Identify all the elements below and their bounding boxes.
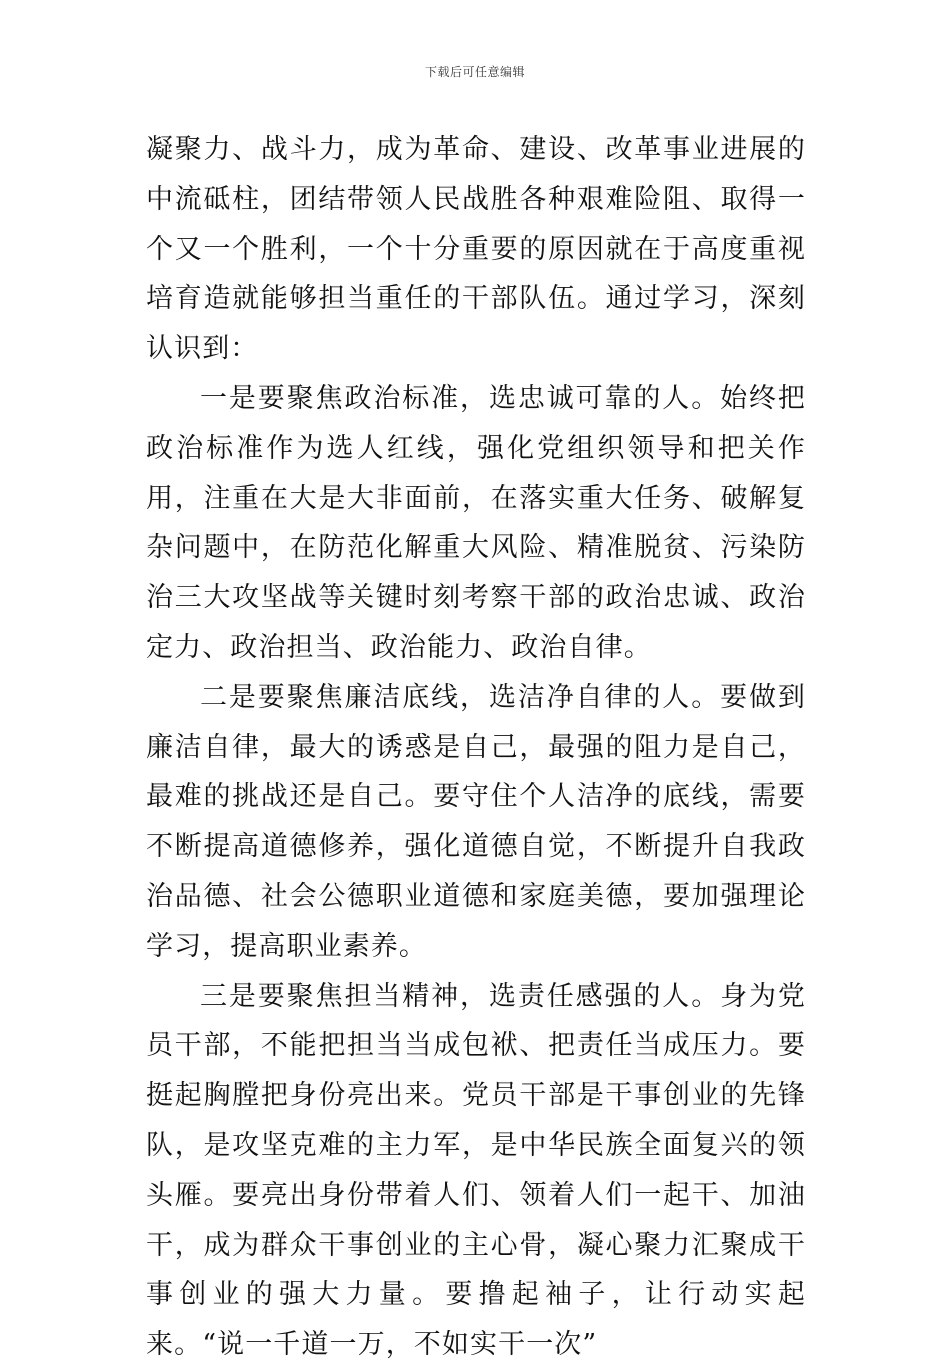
paragraph-intro: 凝聚力、战斗力，成为革命、建设、改革事业进展的中流砥柱，团结带领人民战胜各种艰难险阻、取得一个又一个胜利，一个十分重要的原因就在于高度重视培育造就能够担当重任的干部队伍。通过学习，深刻认识到： (146, 134, 806, 365)
paragraph-point-two: 二是要聚焦廉洁底线，选洁净自律的人。要做到廉洁自律，最大的诱惑是自己，最强的阻力是自己，最难的挑战还是自己。要守住个人洁净的底线，需要不断提高道德修养，强化道德自觉，不断提升自我政治品德、社会公德职业道德和家庭美德，要加强理论学习，提高职业素养。 (146, 681, 806, 962)
paragraph-point-three: 三是要聚焦担当精神，选责任感强的人。身为党员干部，不能把担当当成包袱、把责任当成压力。要挺起胸膛把身份亮出来。党员干部是干事创业的先锋队，是攻坚克难的主力军，是中华民族全面复兴的领头雁。要亮出身份带着人们、领着人们一起干、加油干，成为群众干事创业的主心骨，凝心聚力汇聚成干事创业的强大力量。要撸起袖子，让行动实起来。“说一千道一万，不如实干一次” (146, 980, 806, 1361)
paragraph-point-one: 一是要聚焦政治标准，选忠诚可靠的人。始终把政治标准作为选人红线，强化党组织领导和把关作用，注重在大是大非面前，在落实重大任务、破解复杂问题中，在防范化解重大风险、精准脱贫、污染防治三大攻坚战等关键时刻考察干部的政治忠诚、政治定力、政治担当、政治能力、政治自律。 (146, 382, 806, 663)
document-body (146, 125, 806, 1370)
page-header: 下载后可任意编辑 (424, 65, 525, 79)
